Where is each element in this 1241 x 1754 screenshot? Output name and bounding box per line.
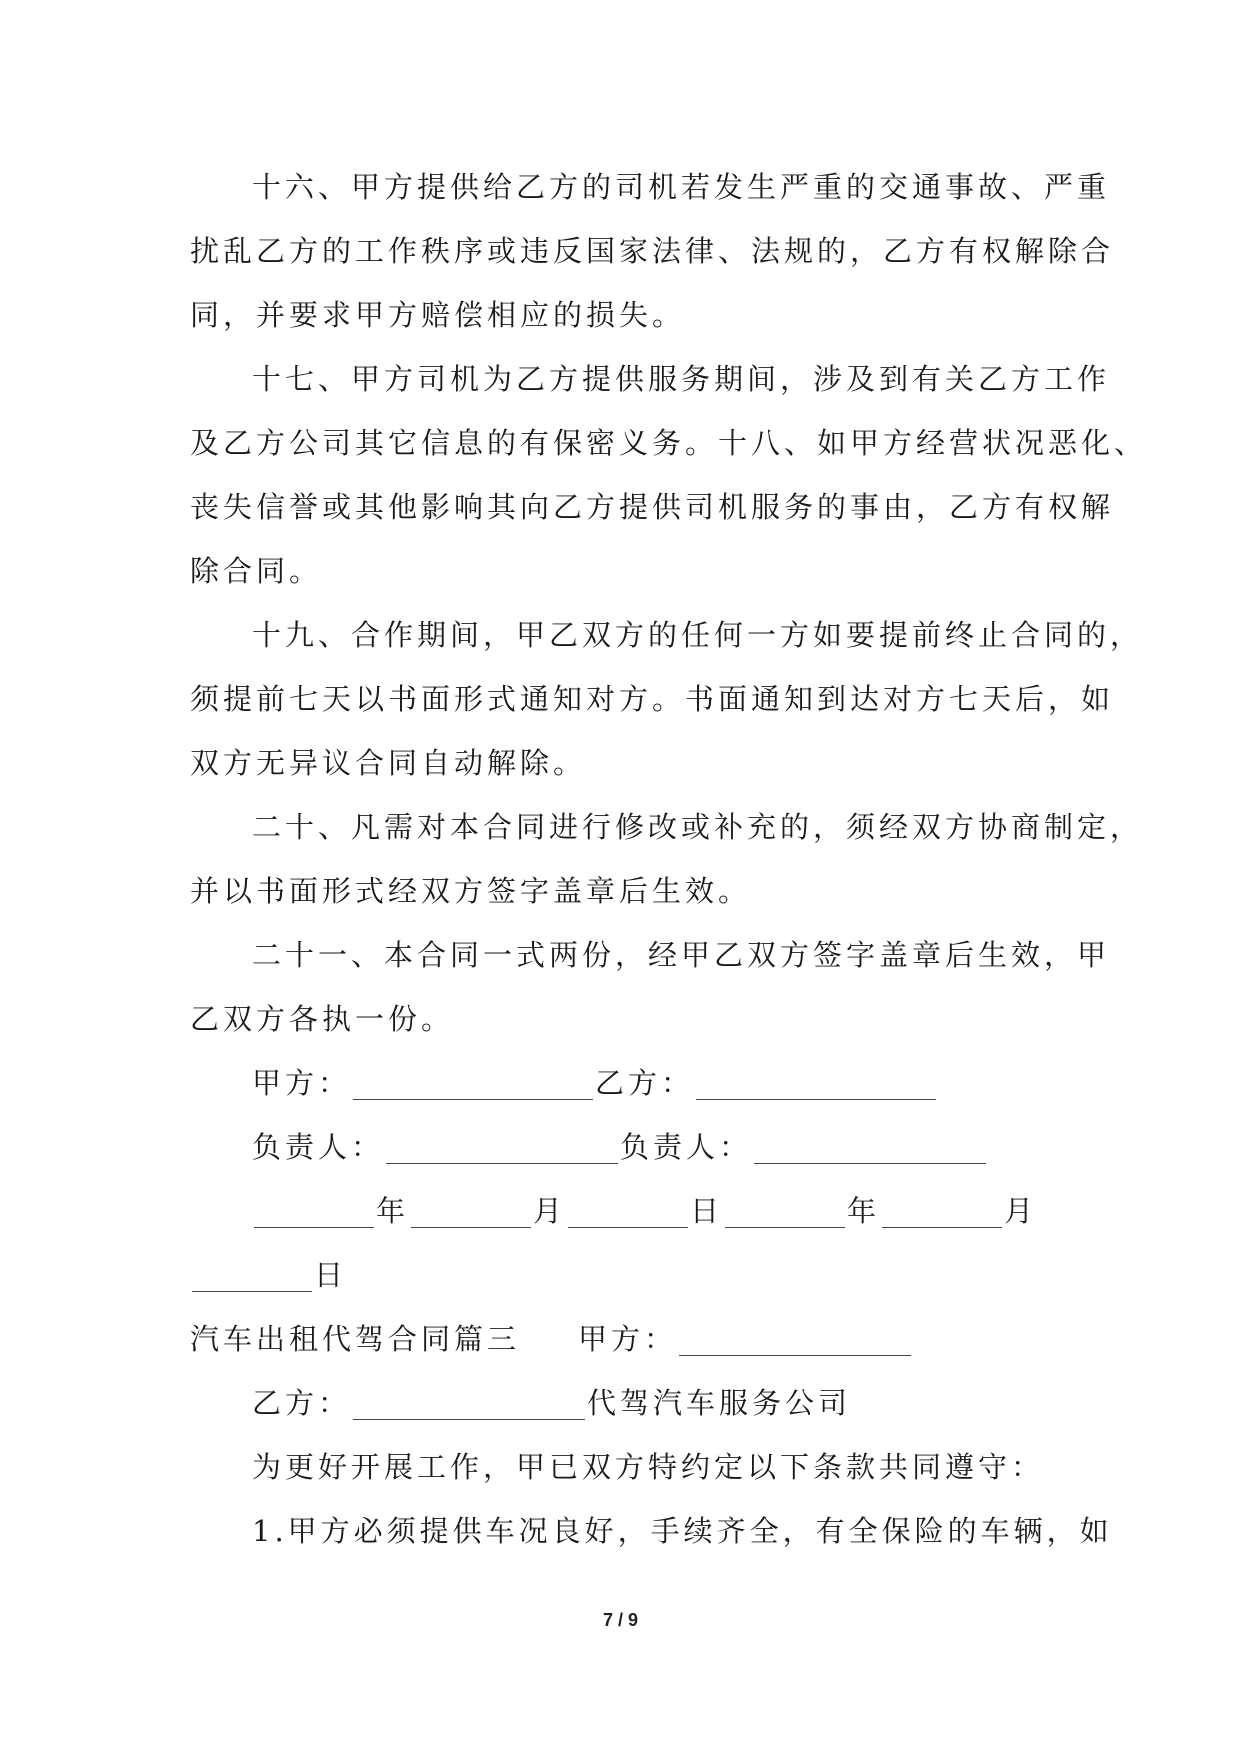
section-3-intro: 为更好开展工作，甲已双方特约定以下条款共同遵守： [252, 1450, 1045, 1484]
clause-17-line-2: 及乙方公司其它信息的有保密义务。十八、如甲方经营状况恶化、 [190, 426, 1148, 460]
section-3-party-a-label: 甲方： [578, 1322, 678, 1356]
clause-17-line-4: 除合同。 [190, 554, 323, 588]
party-b-label: 乙方： [595, 1066, 695, 1100]
date-a-year-blank [254, 1199, 374, 1228]
date-a-month-blank [411, 1199, 531, 1228]
date-b-month-blank [882, 1199, 1002, 1228]
clause-20-line-2: 并以书面形式经双方签字盖章后生效。 [190, 874, 752, 908]
clause-17-line-3: 丧失信誉或其他影响其向乙方提供司机服务的事由，乙方有权解 [190, 490, 1115, 524]
clause-21-line-1: 二十一、本合同一式两份，经甲乙双方签字盖章后生效，甲 [252, 938, 1111, 972]
clause-16-line-3: 同，并要求甲方赔偿相应的损失。 [190, 298, 686, 332]
person-a-label: 负责人： [252, 1130, 385, 1164]
page-number: 7 / 9 [602, 1610, 639, 1630]
signature-date-line-2 [190, 1243, 1050, 1307]
signature-persons-line [190, 1115, 1050, 1179]
person-b-label: 负责人： [620, 1130, 753, 1164]
person-a-blank [386, 1135, 618, 1164]
party-a-label: 甲方： [252, 1066, 352, 1100]
document-body [190, 155, 1148, 1563]
section-3-item-1: 1.甲方必须提供车况良好，手续齐全，有全保险的车辆，如 [252, 1514, 1113, 1548]
section-3-title: 汽车出租代驾合同篇三 [190, 1322, 521, 1356]
section-3-party-b-label: 乙方： [252, 1386, 352, 1420]
section-3-party-b-blank [353, 1391, 585, 1420]
date-b-month-label: 月 [1004, 1194, 1038, 1228]
date-b-day-label: 日 [314, 1258, 348, 1292]
clause-20-line-1: 二十、凡需对本合同进行修改或补充的，须经双方协商制定， [252, 810, 1144, 844]
signature-parties-line [190, 1051, 1050, 1115]
date-a-day-blank [568, 1199, 688, 1228]
clause-16-line-1: 十六、甲方提供给乙方的司机若发生严重的交通事故、严重 [252, 170, 1111, 204]
signature-date-line [190, 1179, 1050, 1243]
party-b-blank [696, 1071, 936, 1100]
date-a-day-label: 日 [690, 1194, 724, 1228]
clause-19-line-2: 须提前七天以书面形式通知对方。书面通知到达对方七天后，如 [190, 682, 1115, 716]
clause-21-line-2: 乙双方各执一份。 [190, 1002, 455, 1036]
section-3-company: 代驾汽车服务公司 [587, 1386, 852, 1420]
clause-19-line-1: 十九、合作期间，甲乙双方的任何一方如要提前终止合同的， [252, 618, 1144, 652]
clause-17-line-1: 十七、甲方司机为乙方提供服务期间，涉及到有关乙方工作 [252, 362, 1111, 396]
section-3-heading-line [190, 1307, 1050, 1371]
clause-19-line-3: 双方无异议合同自动解除。 [190, 746, 587, 780]
date-a-month-label: 月 [533, 1194, 567, 1228]
person-b-blank [754, 1135, 986, 1164]
section-3-party-a-blank [679, 1327, 911, 1356]
party-a-blank [353, 1071, 593, 1100]
date-b-year-blank [725, 1199, 845, 1228]
section-3-party-b-line [190, 1371, 1050, 1435]
clause-16-line-2: 扰乱乙方的工作秩序或违反国家法律、法规的，乙方有权解除合 [190, 234, 1115, 268]
date-b-year-label: 年 [847, 1194, 881, 1228]
date-a-year-label: 年 [376, 1194, 410, 1228]
date-b-day-blank [192, 1263, 312, 1292]
